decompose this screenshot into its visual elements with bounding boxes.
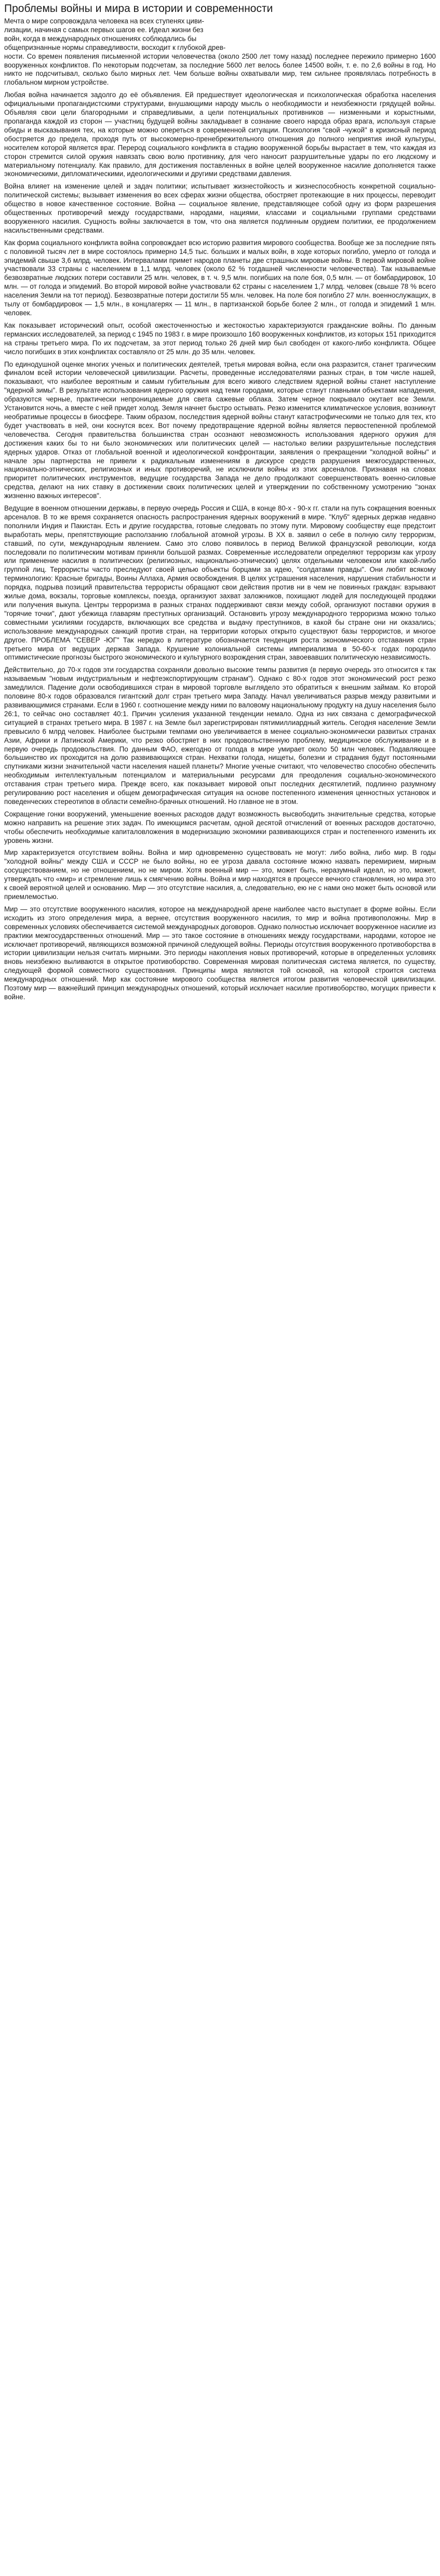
article-paragraph: Война влияет на изменение целей и задач политики; испытывает жизнестойкость и жизнеспособность конкретной социально- политической системы; вызывает изменения во всех сферах жизни общества, обостряет протекающие в них процессы, переводит общество в новое качественное состояние. Война — социальное явление, представляющее собой одну из форм разрешения общественных противоречий между государствами, народами, нациями, классами и социальными группами средствами вооруженного насилия. Сущность войны заключается в том, что она является подлинным орудием политики, ее продолжением насильственными средствами.	[4, 182, 436, 234]
article-paragraph: Сокращение гонки вооружений, уменьшение военных расходов дадут возможность высвободить значительные средства, которые можно направить на решение этих задач. По имеющимся расчетам, одной десятой отчислений от военных расходов достаточно, чтобы обеспечить необходимые капиталовложения в модернизацию экономики развивающихся стран и постепенного изменить их уровень жизни.	[4, 810, 436, 844]
page-title: Проблемы войны и мира в истории и современности	[4, 3, 273, 15]
article-paragraph: Мир характеризуется отсутствием войны. Война и мир одновременно существовать не могут: либо война, либо мир. В годы "холодной войны" между США и СССР не было войны, но ее угроза давала состояние можно назвать перемирием, мирным сосуществованием, но не отношением, но не миром. Хотя военный мир — это, может быть, неразумный идеал, но это, может, утверждать что «мир» и стремление лишь к смягчению войны. Война и мир находятся в процессе вечного становления, но мира это к своей вероятной целей и основанию. Мир — это отсутствие насилия, а, следовательно, ею не с нами оно может быть основой или приемлемостью.	[4, 849, 436, 901]
article-body	[4, 17, 436, 1002]
article-paragraph: Ведущие в военном отношении державы, в первую очередь Россия и США, в конце 80-х - 90-х гг. стали на путь сокращения военных арсеналов. В то же время сохраняется опасность распространения ядерных вооружений в мире. "Клуб" ядерных держав недавно пополнили Индия и Пакистан. Есть и другие государства, готовые следовать по этому пути. Мировому сообществу еще предстоит выработать меры, препятствующие расползанию глобальной атомной угрозы. В ХХ в. заявил о себе в полную силу терроризм, ставший, по сути, международным явлением. Само это слово появилось в период Великой французской революции, когда последовали по политическим мотивам приняли большой размах. Современные исследователи определяют терроризм как угрозу или применение насилия в политических (религиозных, национально-этнических) целях отдельными человеком или какой-либо группой лиц. Террористы часто преследуют своей целью объекты борцами за идею, "солдатами правды". Они любят всякому терминологию: Красные бригады, Воины Аллаха, Армия освобождения. В целях устрашения населения, нарушения стабильности и порядка, подрыва позиций правительства террористы обращают свои действия против ни в чем не повинных граждан: взрывают жилые дома, вокзалы, торговые комплексы, поезда, организуют захват заложников, похищают людей для последующей продажи или получения выкупа. Центры терроризма в разных странах поддерживают связи между собой, организуют поставки оружия в "горячие точки", дают убежища главарям преступных организаций. Остановить угрозу международного терроризма можно только совместными усилиями государств, включающих все средства и выдачу преступников, в какой бы стране они ни оказались; использование международных санкций против стран, на территории которых открыто существуют базы террористов, и многое другое. ПРОБЛЕМА "СЕВЕР -ЮГ" Так нередко в литературе обозначается тенденция роста экономического отставания стран третьего мира от ведущих держав Запада. Крушение колониальной системы империализма в 50-60-х годах породило оптимистические прогнозы быстрого экономического и культурного возрождения стран, завоевавших политическую независимость.	[4, 504, 436, 662]
article-paragraph: По единодушной оценке многих ученых и политических деятелей, третья мировая война, если она разразится, станет трагическим финалом всей истории человеческой цивилизации. Расчеты, проведенные исследователями разных стран, в том числе нашей, показывают, что наиболее вероятным и самым губительным для всего живого следствием ядерной войны станет наступление "ядерной зимы". В результате использования ядерного оружия над теми городами, которые станут главными объектами нападения, образуются черные, практически непроницаемые для света сажевые облака. Затем черное покрывало окутает все Земли. Установится ночь, а вместе с ней придет холод. Земля начнет быстро остывать. Резко изменится климатическое условия, возникнут необратимые процессы в биосфере. Таким образом, последствия ядерной войны станут катастрофическими не только для тех, кто будет участвовать в ней, они коснутся всех. Вот почему предотвращение ядерной войны является первостепенной проблемой человечества. Сегодня правительства большинства стран осознают невозможность использования ядерного оружия для достижения каких бы то ни было экономических или политических целей — настолько велики разрушительные последствия ядерных ударов. Отказ от глобальной военной и идеологической конфронтации, заявления о прекращении "холодной войны" и начале эры партнерства не привели к радикальным изменениям в дискурсе средств разрушения межгосударственных, национально-этнических, религиозных и иных противоречий, не исключили войны из этих арсеналов. Признавая на словах приоритет политических инструментов, ведущие государства Запада не дело продолжают совершенствовать военно-силовые средства, делают на них ставку в достижении своих политических целей и утверждении по собственному усмотрению "зонах жизненно важных интересов".	[4, 360, 436, 500]
article-paragraph: Любая война начинается задолго до её объявления. Ей предшествует идеологическая и психологическая обработка населения официальными пропагандистскими структурами, внушающими народу мысль о необходимости и неизбежности грядущей войны. Объявляя свои цели благородными и справедливыми, а цели потенциальных противников — низменными и корыстными, пропаганда каждой из сторон — участниц будущей войны закладывает в сознание своего народа образ врага, используя старые обиды и высказывания тех, на которые можно опереться в современной ситуации. Психология "свой -чужой" в кризисный период обостряется до предела, проходя путь от высокомерно-пренебрежительного отношения до полного неприятия иной культуры, носителем которой является враг. Перерод социального конфликта в стадию вооруженной борьбы вырастает в тем, что каждая из сторон стремится силой оружия навязать свою волю противнику, для чего наносит разрушительные удары по его людскому и материальному потенциалу. Как правило, для достижения поставленных в войне целей вооруженное насилие дополняется также экономическими, дипломатическими, идеологическими и другими средствами давления.	[4, 91, 436, 178]
article-paragraph: Мечта о мире сопровождала человека на всех ступенях циви- лизации, начиная с самых первых шагов ее. Идеал жизни без войн, когда в международных отношениях соблюдались бы общепризнанные нормы справедливости, восходит к глубокой древ- ности. Со времен появления письменной истории человечества (около 2500 лет тому назад) последнее пережило примерно 1600 вооруженных конфликтов. По некоторым подсчетам, за последние 5600 лет велось более 14500 войн, т. е. по 2,6 войны в год. Но никто не подсчитывал, сколько было мирных лет. Чем больше войны охватывали мир, тем сильнее проявлялась потребность в глобальном мирном устройстве.	[4, 17, 436, 87]
article-paragraph: Как форма социального конфликта война сопровождает всю историю развития мирового сообщества. Вообще же за последние пять с половиной тысяч лет в мире состоялось примерно 14,5 тыс. больших и малых войн, в ходе которых погибло, умерло от голода и эпидемий свыше 3,6 млрд. человек. Интервалами примет народов планеты две страшных мировые войны. В первой мировой войне участвовали 33 страны с населением в 1,1 млрд. человек (около 62 % тогдашней численности человечества). Так называемые безвозвратные людских потери составили 25 млн. человек, в т. ч. 9,5 млн. погибших на поле боя, 0,5 млн. — от бомбардировок, 10 млн. — от голода и эпидемий. Во второй мировой войне участвовали 62 страны с населением 1,7 млрд. человек (свыше 78 % всего населения Земли на тот период). Безвозвратные потери достигли 55 млн. человек. На поле боя погибло 27 млн. военнослужащих, в тылу от бомбардировок — 1,5 млн., в концлагерях — 11 млн., в партизанской борьбе более 2 млн., от голода и эпидемий 1 млн. человек.	[4, 238, 436, 317]
article-paragraph: Как показывает исторический опыт, особой ожесточенностью и жестокостью характеризуются гражданские войны. По данным германских исследователей, за период с 1945 по 1983 г. в мире произошло 160 вооруженных конфликтов, из которых 151 приходится на страны третьего мира. По их подсчетам, за этот период только 26 дней мир был свободен от какого-либо конфликта. Общее число погибших в этих конфликтах составляло от 25 млн. до 35 млн. человек.	[4, 321, 436, 356]
article-paragraph: Мир — это отсутствие вооруженного насилия, которое на международной арене наиболее часто выступает в форме войны. Если исходить из этого определения мира, а вернее, отсутствия вооруженного насилия, то мир и война противоположны. Мир в современных условиях обеспечивается системой международных договоров. Однако полностью исключает вооруженное насилие из практики межгосударственных отношений. Мир — это такое состояние в отношениях между государствами, народами, которое не исключает противоречий, являющихся возможной причиной следующей войны. Периоды отсутствия вооруженного противоборства в истории цивилизации нельзя считать мирными. Это периоды накопления новых противоречий, которые в определенных условиях вновь неизбежно выливаются в открытое противоборство. Современная мировая политическая система является, по существу, следующей формой совместного существования. Принципы мира являются той основой, на которой строится система международных отношений. Мир как состояние мирового сообщества является итогом развития человеческой цивилизации. Поэтому мир — важнейший принцип международных отношений, который исключает насилие противоборство, могущих привести к войне.	[4, 905, 436, 1001]
article-paragraph: Действительно, до 70-х годов эти государства сохраняли довольно высокие темпы развития (в первую очередь это относится к так называемым "новым индустриальным и нефтеэкспортирующим странам"). Однако с 80-х годов этот экономический рост резко замедлился. Падение доли освободившихся стран в мировой торговле выглядело это обратиться к внешним займам. Ко второй половине 80-х годов образовался гигантский долг стран третьего мира Западу. Начал увеличиваться разрыв между развитыми и развивающимися странами. Если в 1960 г. соотношение между ними по валовому национальному продукту на душу населения было 26:1, то сейчас оно составляет 40:1. Причин усиления указанной тенденции немало. Одна из них связана с демографической ситуацией в странах третьего мира. В 1987 г. на Земле был зарегистрирован пятимиллиардный житель. Сегодня население Земли превысило 6 млрд человек. Наиболее быстрыми темпами оно увеличивается в менее социально-экономически развитых странах Азии, Африки и Латинской Америки, что резко обостряет в них продовольственную проблему, медицинское обслуживание и в первую очередь продовольствия. По данным ФАО, ежегодно от голода в мире умирает около 50 млн человек. Подавляющее большинство их проходится на долю развивающихся стран. Нехватки голода, нищеты, болезни и страдания будут постоянными спутниками жизни значительной части населения нашей планеты? Многие ученые считают, что человечество способно обеспечить необходимым интеллектуальным потенциалом и материальными ресурсами для преодоления социально-экономического отставания стран третьего мира. Прежде всего, как показывает мировой опыт последних десятилетий, подлинно разумному регулированию рост населения и общем демографическая ситуация на основе постепенного изменения ценностных установок и поведенческих стереотипов в области семейно-брачных отношений. Но главное не в этом.	[4, 666, 436, 806]
